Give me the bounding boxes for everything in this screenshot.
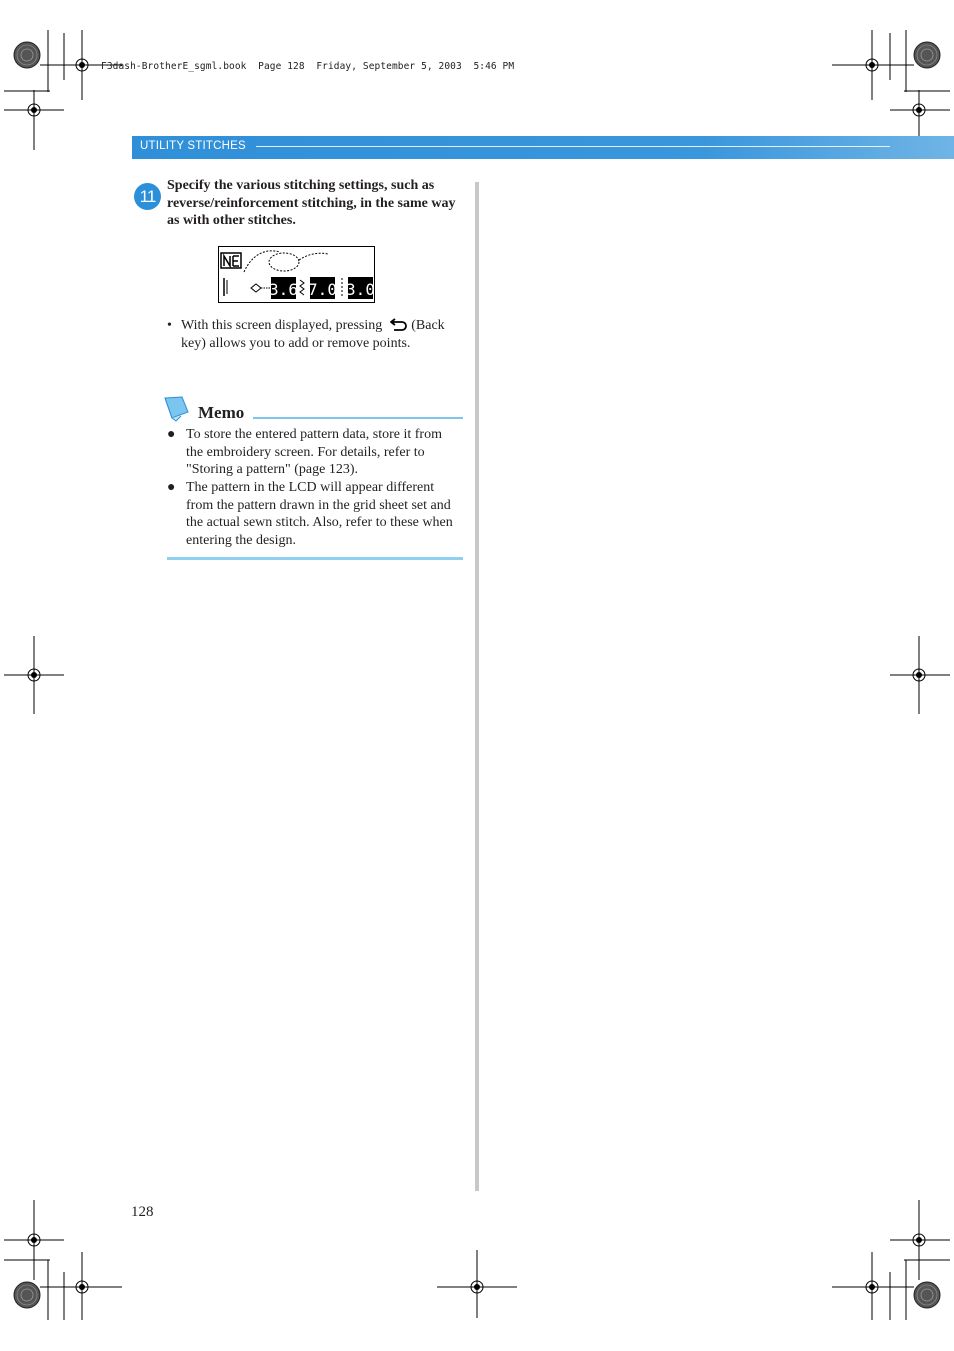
memo-item-text: To store the entered pattern data, store it from the embroidery screen. For details, refer to "Storing a pattern" (page 123). (186, 427, 442, 478)
memo-item (167, 426, 467, 480)
note-text (181, 317, 451, 352)
step-instruction: Specify the various stitching settings, such as reverse/reinforcement stitching, in the same way as with other stitches. (167, 178, 456, 229)
lcd-screen-illustration (218, 246, 375, 303)
memo-title: Memo (198, 403, 245, 422)
step-number-badge: 11 (134, 183, 161, 210)
section-header-bar (132, 136, 954, 159)
memo-bullet: ● (167, 480, 176, 495)
memo-bullet: ● (167, 427, 176, 442)
lcd-value-1: 3.6 (269, 280, 298, 299)
note-text-before: With this screen displayed, pressing (181, 318, 383, 333)
column-divider (475, 182, 479, 1191)
lcd-value-2: 7.0 (308, 280, 337, 299)
section-title: UTILITY STITCHES (140, 140, 246, 152)
memo-pencil-icon (162, 394, 192, 422)
page-number: 128 (131, 1204, 154, 1220)
note-text-after: (Back key) allows you to add or remove points. (181, 318, 445, 351)
memo-item (167, 479, 467, 551)
print-header-meta: F3dash-BrotherE_sgml.book Page 128 Friday, September 5, 2003 5:46 PM (101, 61, 515, 72)
section-header-rule (256, 146, 890, 147)
memo-top-rule (253, 417, 463, 419)
lcd-value-3: 3.0 (346, 280, 375, 299)
memo-bottom-rule (167, 557, 463, 560)
note-bullet: • (167, 318, 172, 333)
back-key-icon (390, 317, 408, 331)
memo-item-text: The pattern in the LCD will appear different from the pattern drawn in the grid sheet set and the actual sewn stitch. Also, refer to these when entering the design. (186, 480, 453, 549)
